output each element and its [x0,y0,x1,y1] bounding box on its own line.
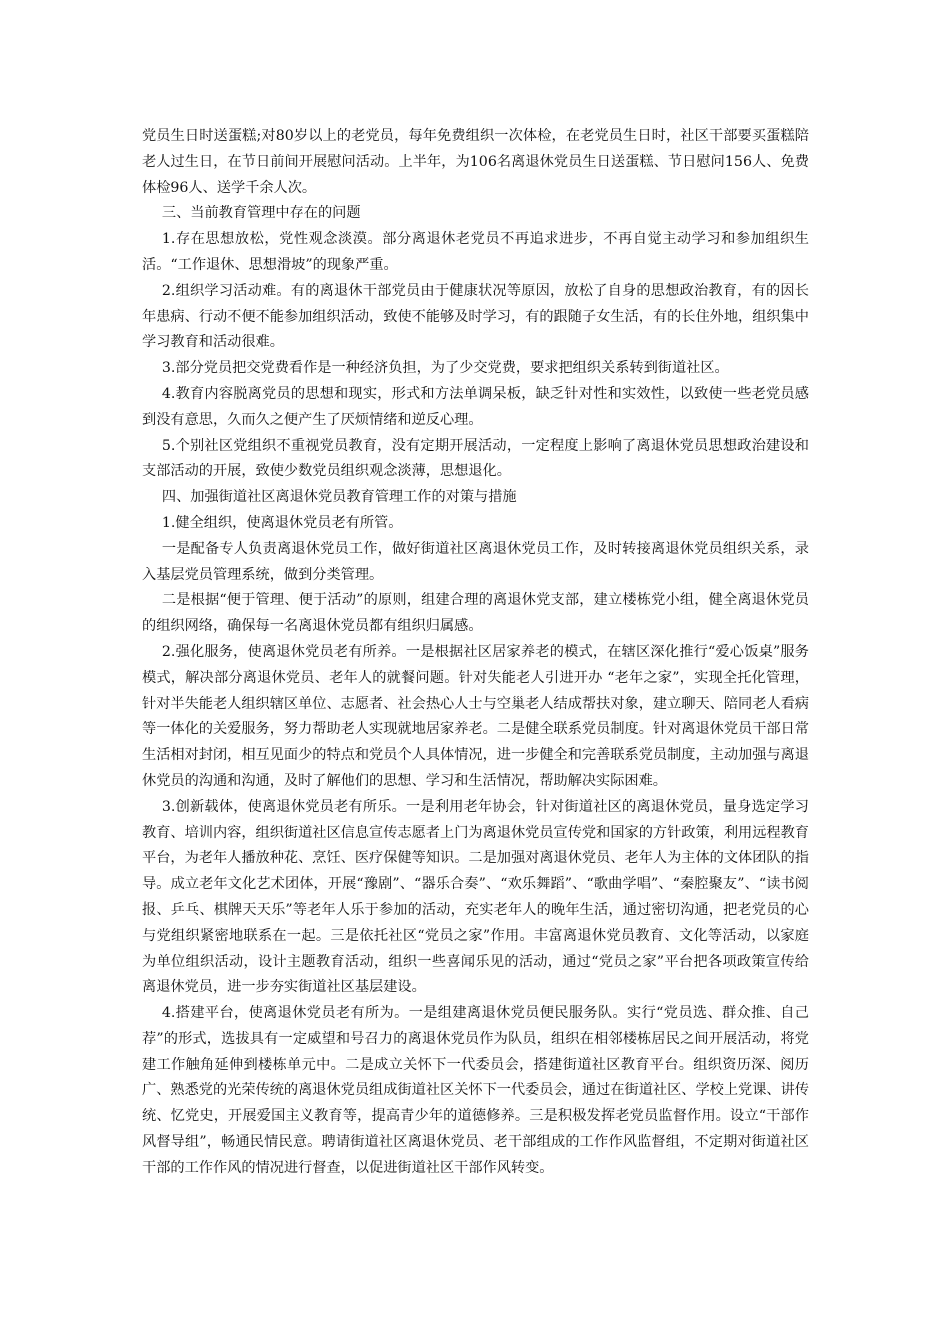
paragraph-10: 一是配备专人负责离退休党员工作，做好街道社区离退休党员工作，及时转接离退休党员组织关系，录入基层党员管理系统，做到分类管理。 [142,540,809,583]
paragraph-12: 2.强化服务，使离退休党员老有所养。一是根据社区居家养老的模式，在辖区深化推行“爱心饭桌”服务模式，解决部分离退休党员、老年人的就餐问题。针对失能老人引进开办 “老年之家”，实现全托化管理，针对半失能老人组织辖区单位、志愿者、社会热心人士与空巢老人结成帮扶对象，建立聊天、陪同老人看病等一体化的关爱服务，努力帮助老人实现就地居家养老。二是健全联系党员制度。针对离退休党员干部日常生活相对封闭，相互见面少的特点和党员个人具体情况，进一步健全和完善联系党员制度，主动加强与离退休党员的沟通和沟通，及时了解他们的思想、学习和生活情况，帮助解决实际困难。 [142,643,809,789]
paragraph-4: 2.组织学习活动难。有的离退休干部党员由于健康状况等原因，放松了自身的思想政治教育，有的因长年患病、行动不便不能参加组织活动，致使不能够及时学习，有的跟随子女生活，有的长住外地，组织集中学习教育和活动很难。 [142,282,809,351]
paragraph-5: 3.部分党员把交党费看作是一种经济负担，为了少交党费，要求把组织关系转到街道社区。 [161,360,729,377]
document-body [142,124,809,1182]
paragraph-3: 1.存在思想放松，党性观念淡漠。部分离退休老党员不再追求进步，不再自觉主动学习和参加组织生活。“工作退休、思想滑坡”的现象严重。 [142,231,809,273]
section-heading-4: 四、加强街道社区离退休党员教育管理工作的对策与措施 [161,489,517,506]
paragraph-13: 3.创新载体，使离退休党员老有所乐。一是利用老年协会，针对街道社区的离退休党员，量身选定学习教育、培训内容，组织街道社区信息宣传志愿者上门为离退休党员宣传党和国家的方针政策，利用远程教育平台，为老年人播放种花、烹饪、医疗保健等知识。二是加强对离退休党员、老年人为主体的文体团队的指导。成立老年文化艺术团体，开展“豫剧”、“器乐合奏”、“欢乐舞蹈”、“歌曲学唱”、“秦腔聚友”、“读书阅报、乒乓、棋牌天天乐”等老年人乐于参加的活动，充实老年人的晚年生活，通过密切沟通，把老党员的心与党组织紧密地联系在一起。三是依托社区“党员之家”作用。丰富离退休党员教育、文化等活动，以家庭为单位组织活动，设计主题教育活动，组织一些喜闻乐见的活动，通过“党员之家”平台把各项政策宣传给离退休党员，进一步夯实街道社区基层建设。 [142,798,809,996]
paragraph-9: 1.健全组织，使离退休党员老有所管。 [161,514,403,531]
paragraph-1: 党员生日时送蛋糕;对80岁以上的老党员，每年免费组织一次体检，在老党员生日时，社区干部要买蛋糕陪老人过生日，在节日前间开展慰问活动。上半年，为106名离退休党员生日送蛋糕、节日慰问156人、免费体检96人、送学千余人次。 [142,128,809,196]
section-heading-3: 三、当前教育管理中存在的问题 [161,205,361,222]
paragraph-7: 5.个别社区党组织不重视党员教育，没有定期开展活动，一定程度上影响了离退休党员思想政治建设和支部活动的开展，致使少数党员组织观念淡薄，思想退化。 [142,437,809,480]
paragraph-14: 4.搭建平台，使离退休党员老有所为。一是组建离退休党员便民服务队。实行“党员选、群众推、自己荐”的形式，选拔具有一定威望和号召力的离退休党员作为队员，组织在相邻楼栋居民之间开展活动，将党建工作触角延伸到楼栋单元中。二是成立关怀下一代委员会，搭建街道社区教育平台。组织资历深、阅历广、熟悉党的光荣传统的离退休党员组成街道社区关怀下一代委员会，通过在街道社区、学校上党课、讲传统、忆党史，开展爱国主义教育等，提高青少年的道德修养。三是积极发挥老党员监督作用。设立“干部作风督导组”，畅通民情民意。聘请街道社区离退休党员、老干部组成的工作作风监督组，不定期对街道社区干部的工作作风的情况进行督查，以促进街道社区干部作风转变。 [142,1005,809,1176]
paragraph-6: 4.教育内容脱离党员的思想和现实，形式和方法单调呆板，缺乏针对性和实效性，以致使一些老党员感到没有意思，久而久之便产生了厌烦情绪和逆反心理。 [142,385,809,428]
paragraph-11: 二是根据“便于管理、便于活动”的原则，组建合理的离退休党支部，建立楼栋党小组，健全离退休党员的组织网络，确保每一名离退休党员都有组织归属感。 [142,592,809,635]
